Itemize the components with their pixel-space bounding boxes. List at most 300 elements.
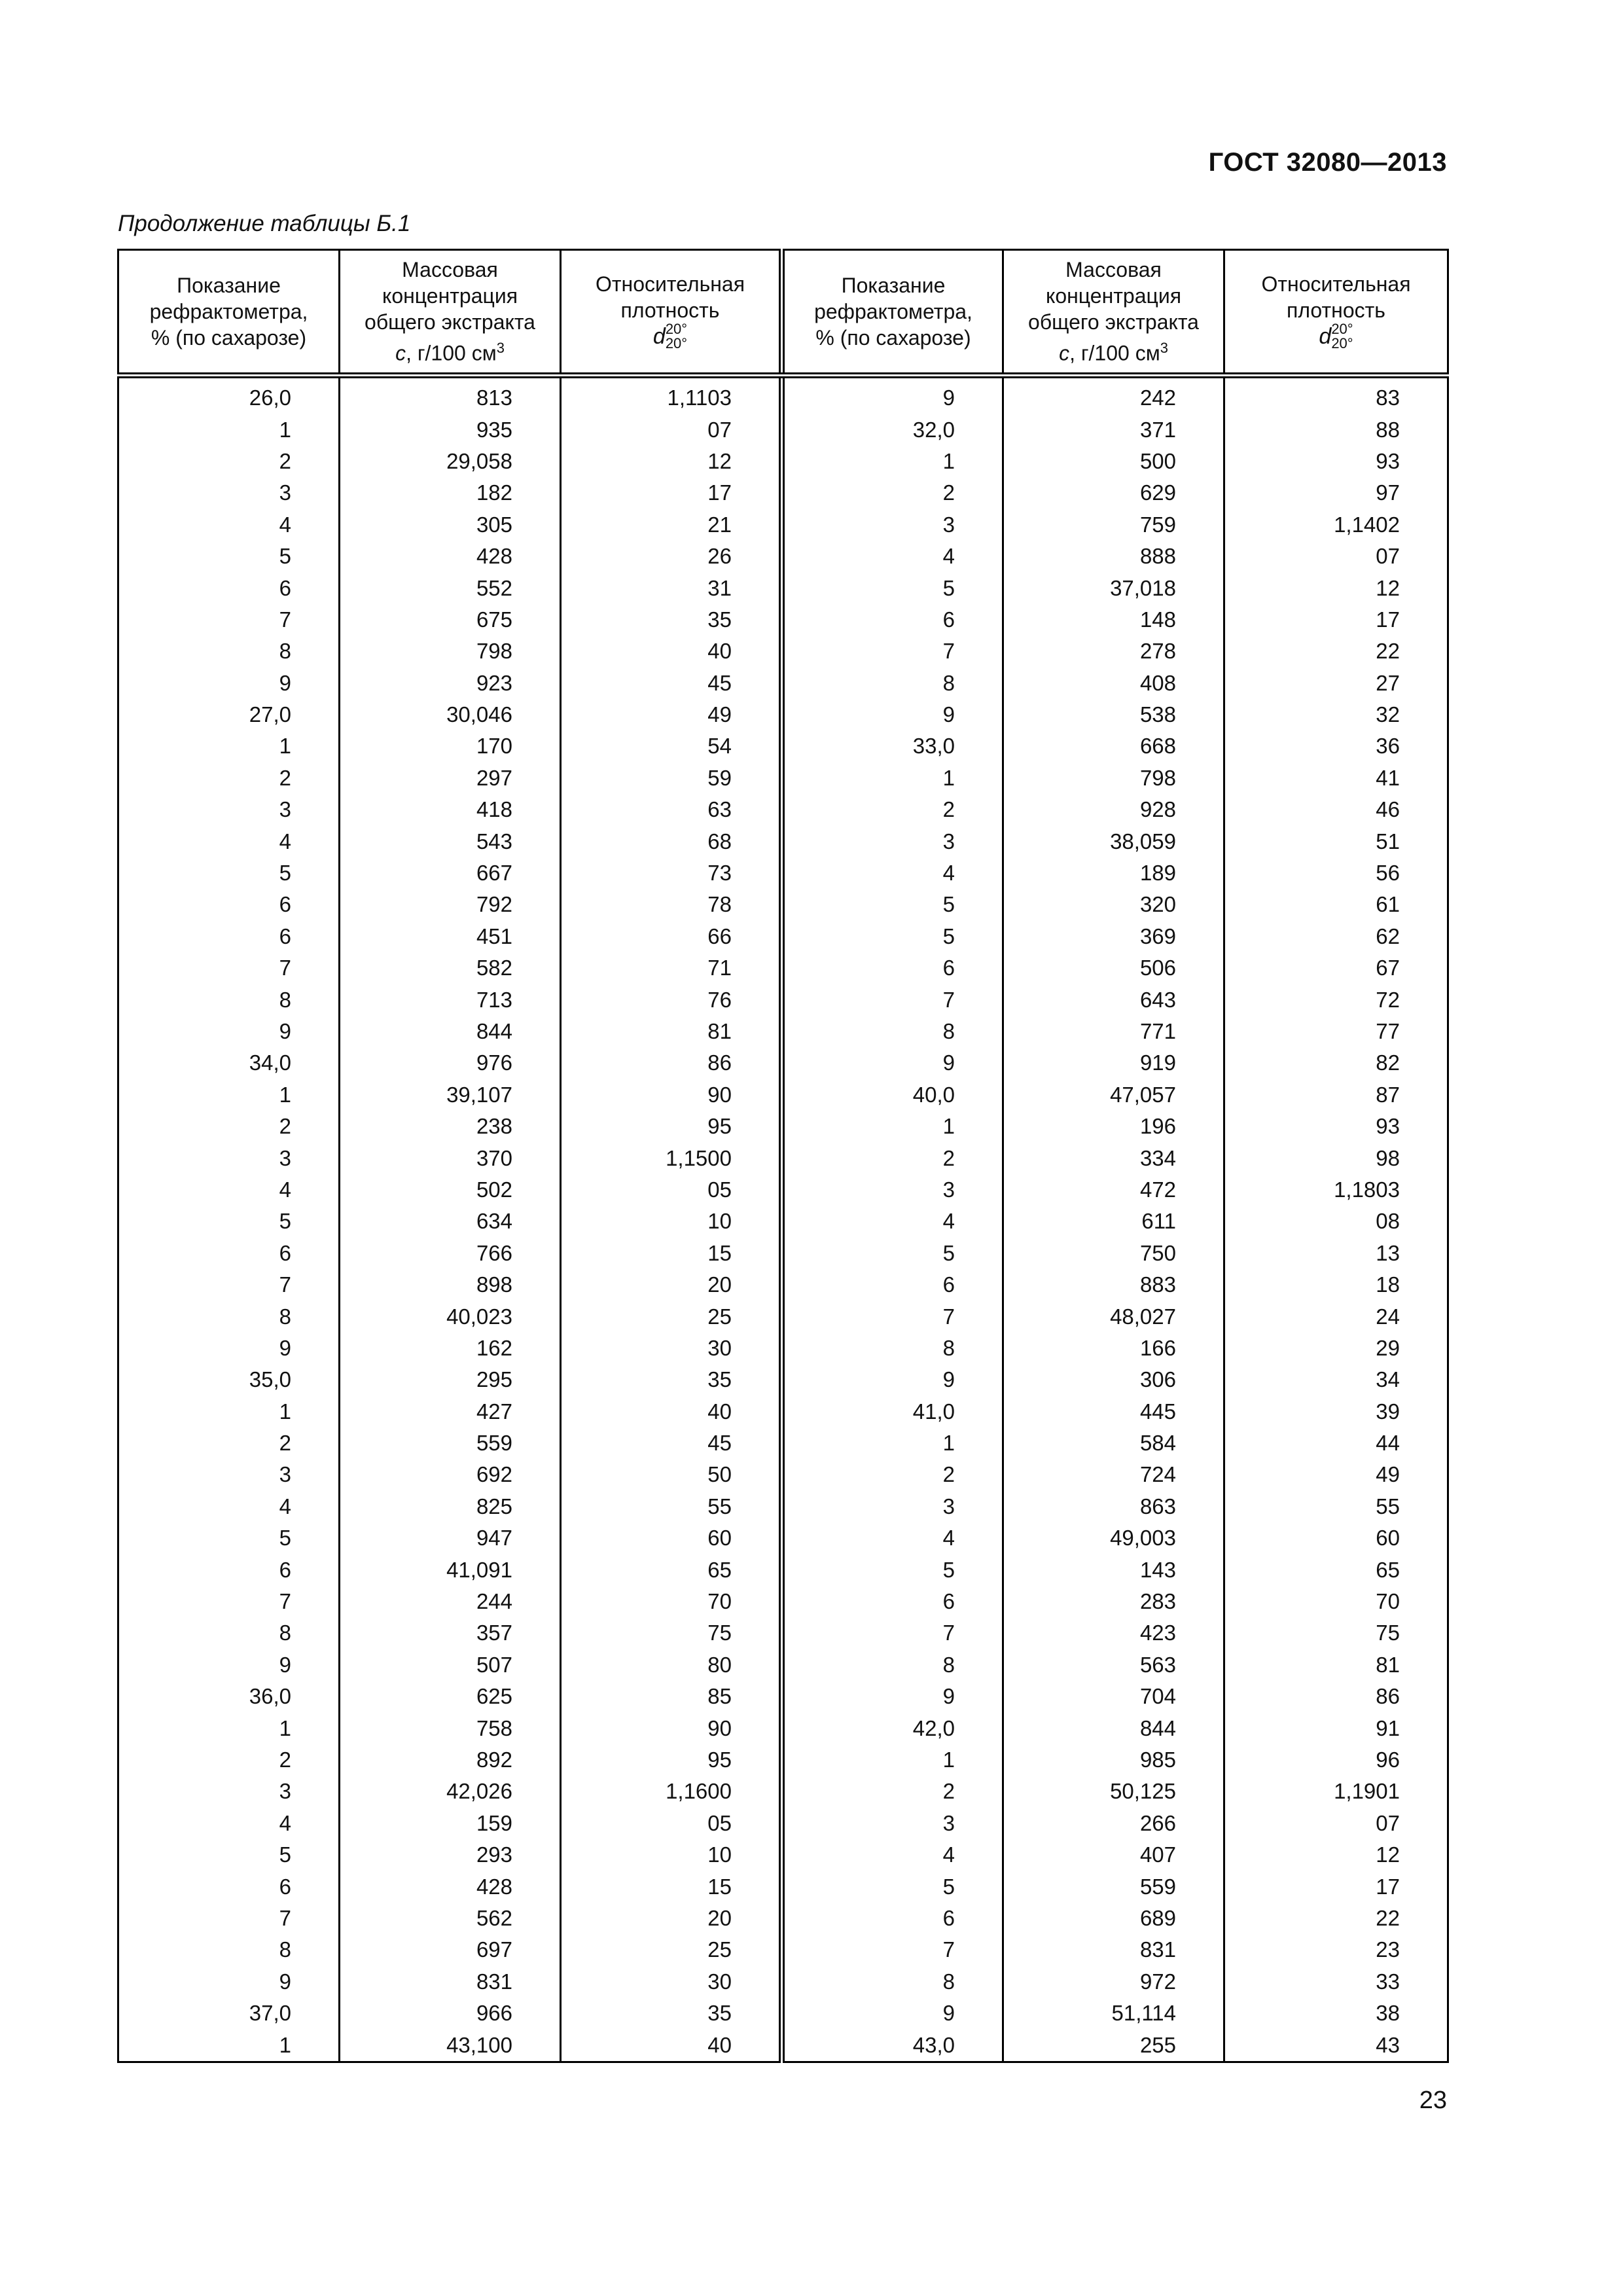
cell-concentration: 976 [340, 1047, 561, 1079]
cell-density: 1,1803 [1224, 1174, 1448, 1206]
cell-concentration: 39,107 [340, 1079, 561, 1111]
cell-density: 77 [1224, 1016, 1448, 1047]
table-row [118, 509, 1448, 541]
cell-reading: 1 [118, 2029, 340, 2062]
cell-density: 93 [1224, 446, 1448, 477]
table-row [118, 2029, 1448, 2062]
cell-reading: 4 [782, 1206, 1003, 1237]
table-row [118, 825, 1448, 857]
cell-density: 96 [1224, 1744, 1448, 1776]
cell-concentration: 305 [340, 509, 561, 541]
refractometer-table [117, 249, 1449, 2063]
table-row [118, 1903, 1448, 1934]
cell-concentration: 972 [1003, 1966, 1224, 1998]
cell-concentration: 48,027 [1003, 1300, 1224, 1332]
table-row [118, 1966, 1448, 1998]
cell-concentration: 582 [340, 952, 561, 984]
cell-concentration: 371 [1003, 414, 1224, 445]
cell-density: 31 [561, 572, 782, 603]
cell-reading: 34,0 [118, 1047, 340, 1079]
cell-density: 85 [561, 1681, 782, 1712]
cell-reading: 4 [118, 825, 340, 857]
table-row [118, 1808, 1448, 1839]
cell-density: 05 [561, 1808, 782, 1839]
cell-concentration: 985 [1003, 1744, 1224, 1776]
cell-density: 38 [1224, 1998, 1448, 2029]
cell-concentration: 713 [340, 984, 561, 1015]
cell-reading: 5 [118, 1206, 340, 1237]
table-row [118, 1427, 1448, 1459]
cell-concentration: 428 [340, 1871, 561, 1902]
cell-density: 21 [561, 509, 782, 541]
cell-reading: 4 [118, 1808, 340, 1839]
cell-density: 73 [561, 857, 782, 889]
cell-density: 50 [561, 1459, 782, 1490]
cell-concentration: 293 [340, 1839, 561, 1871]
cell-reading: 2 [118, 762, 340, 794]
cell-concentration: 844 [1003, 1712, 1224, 1744]
cell-reading: 41,0 [782, 1396, 1003, 1427]
table-row [118, 1554, 1448, 1585]
cell-reading: 7 [782, 984, 1003, 1015]
cell-concentration: 143 [1003, 1554, 1224, 1585]
conc-unit-exponent: 3 [496, 340, 505, 357]
cell-concentration: 692 [340, 1459, 561, 1490]
cell-density: 75 [1224, 1617, 1448, 1649]
density-symbol: d [1319, 323, 1332, 349]
cell-concentration: 798 [1003, 762, 1224, 794]
cell-reading: 3 [782, 1174, 1003, 1206]
header-dens-line: плотность [1287, 298, 1385, 322]
cell-concentration: 42,026 [340, 1776, 561, 1807]
cell-reading: 6 [118, 1554, 340, 1585]
cell-concentration: 766 [340, 1238, 561, 1269]
cell-concentration: 500 [1003, 446, 1224, 477]
cell-density: 70 [561, 1586, 782, 1617]
cell-density: 86 [561, 1047, 782, 1079]
cell-reading: 5 [782, 889, 1003, 920]
cell-reading: 9 [118, 1966, 340, 1998]
table-row [118, 1871, 1448, 1902]
cell-density: 60 [1224, 1522, 1448, 1554]
cell-density: 95 [561, 1744, 782, 1776]
cell-reading: 7 [782, 1934, 1003, 1965]
cell-density: 17 [1224, 604, 1448, 636]
cell-reading: 2 [782, 1776, 1003, 1807]
cell-concentration: 563 [1003, 1649, 1224, 1681]
cell-concentration: 334 [1003, 1142, 1224, 1174]
table-body [118, 376, 1448, 2062]
cell-density: 88 [1224, 414, 1448, 445]
header-reading-line: % (по сахарозе) [815, 326, 971, 350]
cell-concentration: 543 [340, 825, 561, 857]
cell-reading: 9 [782, 1047, 1003, 1079]
cell-concentration: 844 [340, 1016, 561, 1047]
cell-concentration: 689 [1003, 1903, 1224, 1934]
cell-concentration: 825 [340, 1491, 561, 1522]
cell-reading: 1 [782, 762, 1003, 794]
cell-concentration: 472 [1003, 1174, 1224, 1206]
cell-density: 1,1600 [561, 1776, 782, 1807]
cell-concentration: 242 [1003, 376, 1224, 414]
cell-reading: 8 [118, 636, 340, 667]
cell-concentration: 283 [1003, 1586, 1224, 1617]
cell-density: 24 [1224, 1300, 1448, 1332]
table-row [118, 1142, 1448, 1174]
header-conc-line: Массовая [402, 258, 498, 282]
cell-concentration: 643 [1003, 984, 1224, 1015]
density-indices [1331, 322, 1353, 351]
header-conc-unit-line [344, 335, 556, 367]
cell-reading: 5 [118, 1522, 340, 1554]
cell-reading: 3 [782, 509, 1003, 541]
table-row [118, 1459, 1448, 1490]
cell-reading: 8 [782, 1649, 1003, 1681]
cell-concentration: 629 [1003, 477, 1224, 509]
cell-concentration: 451 [340, 921, 561, 952]
cell-reading: 2 [118, 446, 340, 477]
table-row [118, 1333, 1448, 1364]
cell-reading: 5 [118, 541, 340, 572]
cell-concentration: 831 [340, 1966, 561, 1998]
cell-density: 51 [1224, 825, 1448, 857]
density-superscript: 20° [1331, 321, 1353, 338]
cell-reading: 2 [782, 794, 1003, 825]
cell-reading: 1 [118, 1079, 340, 1111]
cell-concentration: 966 [340, 1998, 561, 2029]
cell-reading: 6 [118, 1871, 340, 1902]
cell-reading: 7 [118, 604, 340, 636]
cell-density: 12 [1224, 1839, 1448, 1871]
cell-density: 12 [1224, 572, 1448, 603]
cell-density: 1,1500 [561, 1142, 782, 1174]
table-row [118, 376, 1448, 414]
cell-reading: 6 [118, 1238, 340, 1269]
cell-reading: 8 [782, 1333, 1003, 1364]
cell-reading: 1 [782, 1427, 1003, 1459]
cell-reading: 5 [782, 1554, 1003, 1585]
cell-reading: 2 [782, 477, 1003, 509]
cell-reading: 3 [118, 1142, 340, 1174]
cell-concentration: 38,059 [1003, 825, 1224, 857]
cell-density: 32 [1224, 699, 1448, 730]
cell-density: 86 [1224, 1681, 1448, 1712]
cell-reading: 32,0 [782, 414, 1003, 445]
cell-reading: 7 [118, 952, 340, 984]
cell-concentration: 668 [1003, 730, 1224, 762]
cell-concentration: 40,023 [340, 1300, 561, 1332]
cell-reading: 7 [118, 1586, 340, 1617]
cell-reading: 7 [782, 1300, 1003, 1332]
cell-density: 1,1103 [561, 376, 782, 414]
cell-density: 08 [1224, 1206, 1448, 1237]
cell-reading: 9 [782, 1998, 1003, 2029]
table-row [118, 762, 1448, 794]
cell-concentration: 427 [340, 1396, 561, 1427]
cell-density: 80 [561, 1649, 782, 1681]
cell-density: 59 [561, 762, 782, 794]
cell-reading: 4 [782, 857, 1003, 889]
cell-concentration: 320 [1003, 889, 1224, 920]
table-row [118, 1998, 1448, 2029]
cell-density: 22 [1224, 636, 1448, 667]
cell-concentration: 507 [340, 1649, 561, 1681]
page-number: 23 [1419, 2087, 1447, 2114]
table-row [118, 668, 1448, 699]
table-row [118, 1364, 1448, 1395]
cell-concentration: 750 [1003, 1238, 1224, 1269]
table-row [118, 889, 1448, 920]
cell-reading: 6 [118, 921, 340, 952]
cell-density: 55 [561, 1491, 782, 1522]
table-row [118, 1839, 1448, 1871]
conc-unit: , г/100 см [406, 341, 497, 365]
table-row [118, 1111, 1448, 1142]
conc-symbol: с [395, 341, 406, 365]
cell-reading: 8 [118, 1300, 340, 1332]
cell-density: 20 [561, 1269, 782, 1300]
cell-reading: 2 [782, 1142, 1003, 1174]
table-row [118, 984, 1448, 1015]
header-conc-line: Массовая [1065, 258, 1162, 282]
cell-density: 68 [561, 825, 782, 857]
cell-density: 46 [1224, 794, 1448, 825]
cell-density: 78 [561, 889, 782, 920]
cell-density: 29 [1224, 1333, 1448, 1364]
header-dens-line: Относительная [595, 272, 745, 296]
table-row [118, 1776, 1448, 1807]
cell-concentration: 295 [340, 1364, 561, 1395]
cell-reading: 5 [118, 1839, 340, 1871]
cell-reading: 5 [782, 921, 1003, 952]
cell-density: 35 [561, 1998, 782, 2029]
cell-concentration: 831 [1003, 1934, 1224, 1965]
header-concentration [1003, 250, 1224, 376]
table-row [118, 1206, 1448, 1237]
header-conc-unit-line [1008, 335, 1219, 367]
table-row [118, 414, 1448, 445]
cell-concentration: 428 [340, 541, 561, 572]
table-header-row [118, 250, 1448, 376]
cell-concentration: 423 [1003, 1617, 1224, 1649]
cell-density: 63 [561, 794, 782, 825]
header-conc-line: общего экстракта [1028, 310, 1199, 334]
cell-density: 41 [1224, 762, 1448, 794]
cell-reading: 3 [118, 477, 340, 509]
cell-concentration: 538 [1003, 699, 1224, 730]
cell-density: 25 [561, 1934, 782, 1965]
cell-concentration: 792 [340, 889, 561, 920]
cell-reading: 2 [118, 1744, 340, 1776]
cell-density: 22 [1224, 1903, 1448, 1934]
cell-concentration: 162 [340, 1333, 561, 1364]
cell-concentration: 166 [1003, 1333, 1224, 1364]
cell-density: 1,1402 [1224, 509, 1448, 541]
table-row [118, 730, 1448, 762]
cell-density: 10 [561, 1839, 782, 1871]
cell-concentration: 196 [1003, 1111, 1224, 1142]
cell-density: 98 [1224, 1142, 1448, 1174]
cell-reading: 9 [118, 1649, 340, 1681]
cell-concentration: 297 [340, 762, 561, 794]
cell-reading: 8 [118, 1934, 340, 1965]
cell-reading: 9 [782, 1364, 1003, 1395]
cell-reading: 6 [118, 572, 340, 603]
cell-concentration: 189 [1003, 857, 1224, 889]
cell-reading: 4 [782, 541, 1003, 572]
cell-density: 20 [561, 1903, 782, 1934]
header-dens-line: плотность [620, 298, 720, 322]
cell-concentration: 43,100 [340, 2029, 561, 2062]
conc-unit-exponent: 3 [1160, 340, 1168, 357]
cell-reading: 7 [782, 1617, 1003, 1649]
cell-concentration: 759 [1003, 509, 1224, 541]
cell-concentration: 898 [340, 1269, 561, 1300]
table-row [118, 446, 1448, 477]
cell-reading: 3 [782, 825, 1003, 857]
cell-density: 23 [1224, 1934, 1448, 1965]
cell-concentration: 369 [1003, 921, 1224, 952]
density-indices [666, 322, 687, 351]
cell-density: 40 [561, 1396, 782, 1427]
cell-concentration: 928 [1003, 794, 1224, 825]
cell-concentration: 29,058 [340, 446, 561, 477]
cell-density: 56 [1224, 857, 1448, 889]
header-reading [118, 250, 340, 376]
cell-reading: 3 [118, 1776, 340, 1807]
header-dens-symbol-line [1229, 323, 1443, 353]
cell-density: 54 [561, 730, 782, 762]
cell-concentration: 813 [340, 376, 561, 414]
cell-density: 07 [561, 414, 782, 445]
cell-reading: 33,0 [782, 730, 1003, 762]
cell-reading: 9 [782, 699, 1003, 730]
cell-concentration: 863 [1003, 1491, 1224, 1522]
cell-concentration: 30,046 [340, 699, 561, 730]
cell-density: 65 [1224, 1554, 1448, 1585]
cell-concentration: 148 [1003, 604, 1224, 636]
cell-density: 34 [1224, 1364, 1448, 1395]
cell-concentration: 47,057 [1003, 1079, 1224, 1111]
cell-concentration: 51,114 [1003, 1998, 1224, 2029]
header-reading-line: рефрактометра, [149, 300, 308, 323]
cell-density: 72 [1224, 984, 1448, 1015]
cell-concentration: 408 [1003, 668, 1224, 699]
cell-reading: 6 [782, 952, 1003, 984]
header-reading-line: рефрактометра, [814, 300, 972, 323]
cell-concentration: 445 [1003, 1396, 1224, 1427]
density-subscript: 20° [1331, 335, 1353, 352]
cell-density: 97 [1224, 477, 1448, 509]
cell-density: 12 [561, 446, 782, 477]
cell-concentration: 306 [1003, 1364, 1224, 1395]
cell-concentration: 238 [340, 1111, 561, 1142]
cell-density: 07 [1224, 1808, 1448, 1839]
table-row [118, 952, 1448, 984]
header-conc-line: концентрация [1045, 284, 1182, 308]
conc-unit: , г/100 см [1069, 341, 1160, 365]
cell-density: 67 [1224, 952, 1448, 984]
table-row [118, 921, 1448, 952]
cell-concentration: 675 [340, 604, 561, 636]
cell-density: 90 [561, 1079, 782, 1111]
header-reading-line: Показание [177, 274, 281, 297]
cell-concentration: 919 [1003, 1047, 1224, 1079]
header-dens-line: Относительная [1261, 272, 1411, 296]
cell-reading: 2 [782, 1459, 1003, 1490]
cell-density: 81 [1224, 1649, 1448, 1681]
cell-reading: 7 [782, 636, 1003, 667]
cell-reading: 7 [118, 1269, 340, 1300]
cell-density: 05 [561, 1174, 782, 1206]
cell-density: 26 [561, 541, 782, 572]
document-code: ГОСТ 32080—2013 [1208, 148, 1447, 177]
cell-concentration: 611 [1003, 1206, 1224, 1237]
cell-density: 65 [561, 1554, 782, 1585]
table-row [118, 1586, 1448, 1617]
cell-density: 13 [1224, 1238, 1448, 1269]
cell-density: 49 [1224, 1459, 1448, 1490]
cell-concentration: 667 [340, 857, 561, 889]
cell-density: 49 [561, 699, 782, 730]
cell-reading: 6 [118, 889, 340, 920]
cell-density: 1,1901 [1224, 1776, 1448, 1807]
cell-concentration: 923 [340, 668, 561, 699]
cell-concentration: 559 [1003, 1871, 1224, 1902]
cell-concentration: 49,003 [1003, 1522, 1224, 1554]
cell-density: 71 [561, 952, 782, 984]
cell-density: 70 [1224, 1586, 1448, 1617]
header-concentration [340, 250, 561, 376]
table-row [118, 1016, 1448, 1047]
table-row [118, 604, 1448, 636]
cell-concentration: 883 [1003, 1269, 1224, 1300]
cell-density: 76 [561, 984, 782, 1015]
cell-reading: 9 [118, 1333, 340, 1364]
cell-density: 15 [561, 1871, 782, 1902]
cell-density: 35 [561, 1364, 782, 1395]
cell-concentration: 370 [340, 1142, 561, 1174]
cell-reading: 1 [118, 1396, 340, 1427]
cell-reading: 35,0 [118, 1364, 340, 1395]
cell-reading: 1 [782, 446, 1003, 477]
cell-reading: 9 [782, 1681, 1003, 1712]
cell-reading: 3 [782, 1808, 1003, 1839]
cell-concentration: 947 [340, 1522, 561, 1554]
cell-reading: 1 [118, 730, 340, 762]
cell-density: 75 [561, 1617, 782, 1649]
cell-reading: 2 [118, 1427, 340, 1459]
cell-density: 91 [1224, 1712, 1448, 1744]
cell-reading: 3 [118, 794, 340, 825]
cell-density: 90 [561, 1712, 782, 1744]
cell-density: 82 [1224, 1047, 1448, 1079]
cell-reading: 7 [118, 1903, 340, 1934]
cell-concentration: 562 [340, 1903, 561, 1934]
cell-density: 30 [561, 1333, 782, 1364]
cell-density: 66 [561, 921, 782, 952]
table-row [118, 541, 1448, 572]
conc-symbol: с [1059, 341, 1070, 365]
cell-reading: 6 [782, 1269, 1003, 1300]
cell-density: 44 [1224, 1427, 1448, 1459]
cell-density: 62 [1224, 921, 1448, 952]
table-row [118, 1617, 1448, 1649]
cell-reading: 8 [118, 984, 340, 1015]
cell-concentration: 935 [340, 414, 561, 445]
cell-reading: 8 [782, 1966, 1003, 1998]
table-row [118, 794, 1448, 825]
